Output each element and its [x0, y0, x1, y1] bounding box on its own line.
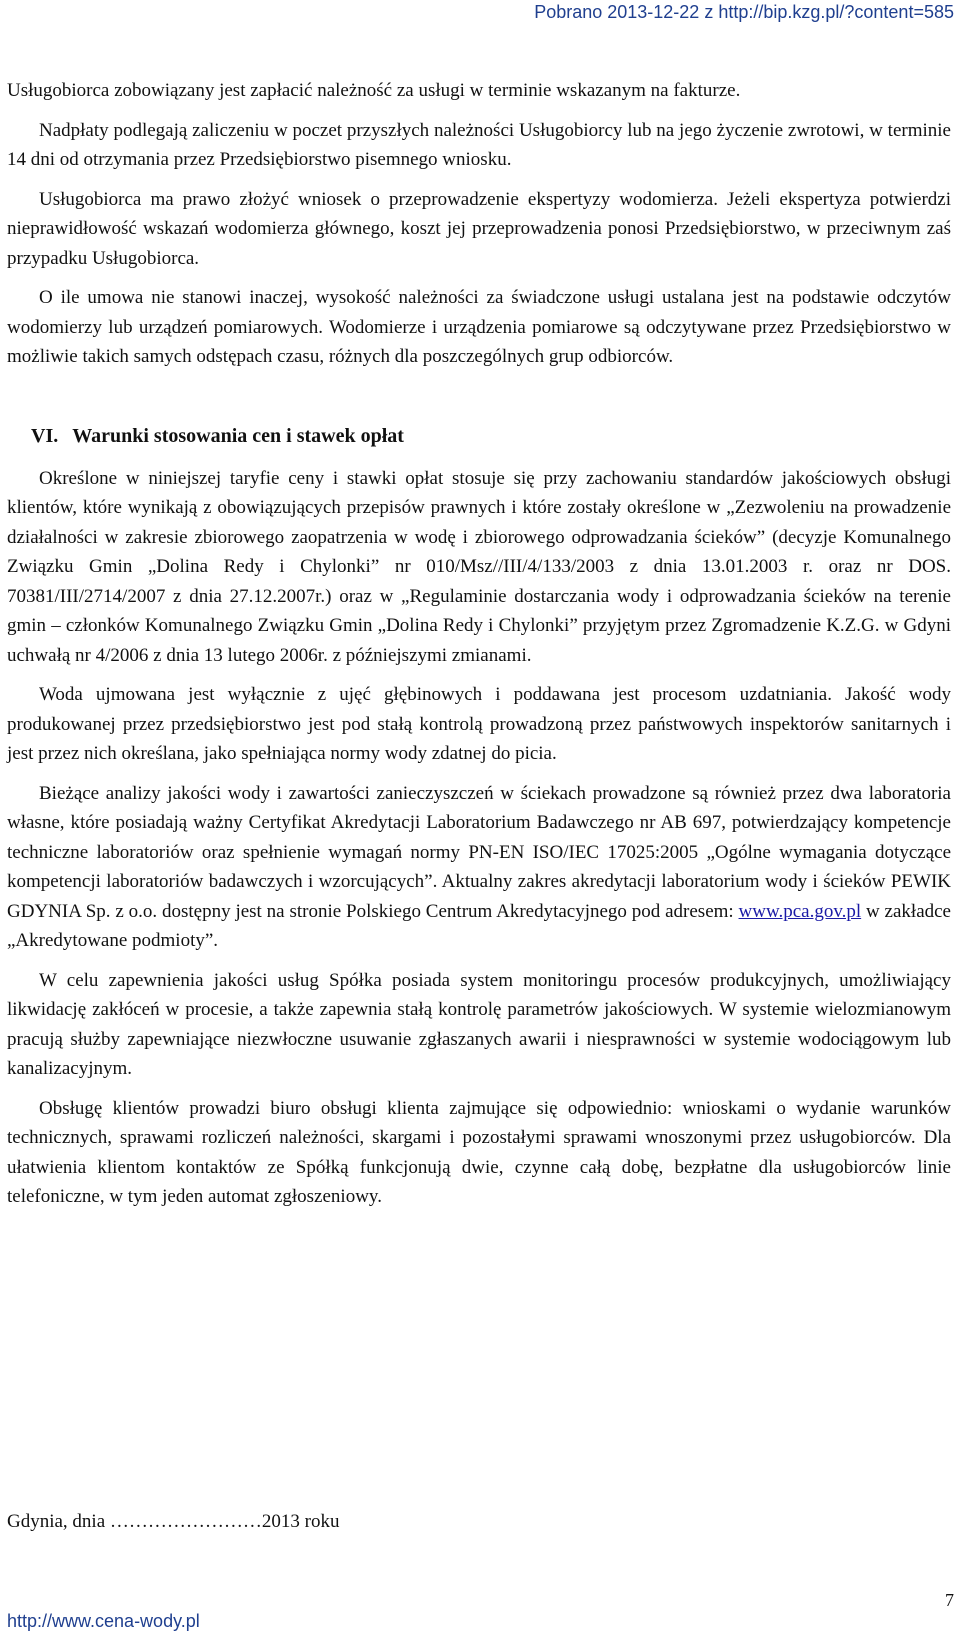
- section-number: VI.: [31, 424, 59, 447]
- section-heading: [31, 422, 951, 450]
- download-source-stamp: Pobrano 2013-12-22 z http://bip.kzg.pl/?content=585: [534, 2, 954, 22]
- paragraph-meter-readings: O ile umowa nie stanowi inaczej, wysokość należności za świadczone usługi ustalana jest na podstawie odczytów wodomierzy lub urządzeń pomiarowych. Wodomierze i urządzenia pomiarowe są odczytywane przez Przedsiębiorstwo w możliwie takich samych odstępach czasu, różnych dla poszczególnych grup odbiorców.: [7, 287, 951, 367]
- paragraph-meter-expertise: Usługobiorca ma prawo złożyć wniosek o przeprowadzenie ekspertyzy wodomierza. Jeżeli ekspertyza potwierdzi nieprawidłowość wskazań wodomierza głównego, koszt jej przeprowadzenia ponosi Przedsiębiorstwo, w przeciwnym zaś przypadku Usługobiorca.: [7, 188, 951, 269]
- lab-text-before-link: Bieżące analizy jakości wody i zawartości zanieczyszczeń w ściekach prowadzone są również przez dwa laboratoria własne, które posiadają ważny Certyfikat Akredytacji Laboratorium Badawczego nr AB 697, potwierdzający kompetencje techniczne laboratoriów oraz spełnienie wymagań normy PN-EN ISO/IEC 17025:2005 „Ogólne wymagania dotyczące kompetencji laboratoriów badawczych i wzorcujących”. Aktualny zakres akredytacji laboratorium wody i ścieków PEWIK GDYNIA Sp. z o.o. dostępny jest na stronie Polskiego Centrum Akredytacyjnego pod adresem:: [7, 782, 951, 922]
- paragraph-laboratories: [7, 779, 951, 956]
- pca-link[interactable]: www.pca.gov.pl: [738, 900, 862, 922]
- paragraph-price-conditions: Określone w niniejszej taryfie ceny i stawki opłat stosuje się przy zachowaniu standardów jakościowych obsługi klientów, które wynikają z obowiązujących przepisów prawnych i które zostały określone w „Zezwoleniu na prowadzenie działalności w zakresie zbiorowego zaopatrzenia w wodę i zbiorowego odprowadzania ścieków” (decyzje Komunalnego Związku Gmin „Dolina Redy i Chylonki” nr 010/Msz//III/4/133/2003 z dnia 13.01.2003 r. oraz nr DOS. 70381/III/2714/2007 z dnia 27.12.2007r.) oraz w „Regulaminie dostarczania wody i odprowadzania ścieków na terenie gmin – członków Komunalnego Związku Gmin „Dolina Redy i Chylonki” przyjętym przez Zgromadzenie K.Z.G. w Gdyni uchwałą nr 4/2006 z dnia 13 lutego 2006r. z późniejszymi zmianami.: [7, 467, 951, 666]
- lab-text-after-link: w zakładce „Akredytowane podmioty”.: [7, 900, 951, 951]
- page-number: 7: [945, 1590, 954, 1610]
- paragraph-customer-service: Obsługę klientów prowadzi biuro obsługi klienta zajmujące się odpowiednio: wnioskami o wydanie warunków technicznych, sprawami rozliczeń należności, skargami i pozostałymi sprawami wnoszonymi przez usługobiorców. Dla ułatwienia klientom kontaktów ze Spółką funkcjonują dwie, czynne całą dobę, bezpłatne dla usługobiorców linie telefoniczne, w tym jeden automat zgłoszeniowy.: [7, 1097, 951, 1207]
- paragraph-payment-deadline: Usługobiorca zobowiązany jest zapłacić należność za usługi w terminie wskazanym na fakturze.: [7, 80, 741, 101]
- signature-date-line: Gdynia, dnia ……………………2013 roku: [7, 1511, 340, 1532]
- paragraph-overpayments: Nadpłaty podlegają zaliczeniu w poczet przyszłych należności Usługobiorcy lub na jego życzenie zwrotowi, w terminie 14 dni od otrzymania przez Przedsiębiorstwo pisemnego wniosku.: [7, 119, 951, 170]
- paragraph-monitoring-system: W celu zapewnienia jakości usług Spółka posiada system monitoringu procesów produkcyjnych, umożliwiający likwidację zakłóceń w procesie, a także zapewnia stałą kontrolę parametrów jakościowych. W systemie wielozmianowym pracują służby zapewniające niezwłoczne usuwanie zgłaszanych awarii i niesprawności w systemie wodociągowym lub kanalizacyjnym.: [7, 969, 951, 1079]
- paragraph-water-quality: Woda ujmowana jest wyłącznie z ujęć głębinowych i poddawana jest procesom uzdatniania. Jakość wody produkowanej przez przedsiębiorstwo jest pod stałą kontrolą prowadzoną przez państwowych inspektorów sanitarnych i jest przez nich określana, jako spełniająca normy wody zdatnej do picia.: [7, 684, 951, 764]
- document-body: [7, 76, 951, 1212]
- section-title: Warunki stosowania cen i stawek opłat: [72, 424, 404, 447]
- footer-url: http://www.cena-wody.pl: [7, 1611, 200, 1631]
